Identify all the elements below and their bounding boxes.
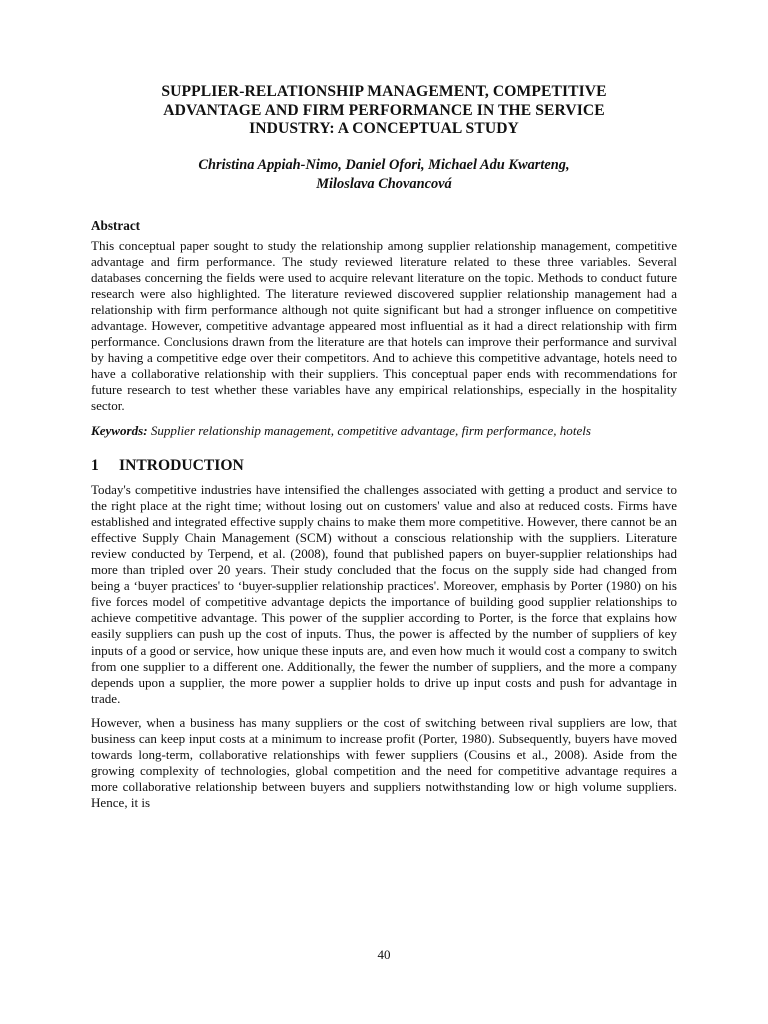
abstract-heading: Abstract [91,217,141,233]
title-line: ADVANTAGE AND FIRM PERFORMANCE IN THE SERVICE [163,101,605,119]
title-line: INDUSTRY: A CONCEPTUAL STUDY [249,120,519,137]
section-number: 1 [91,457,99,475]
section-heading [91,457,677,475]
page-content [91,83,677,811]
keywords [91,423,677,439]
intro-paragraph: However, when a business has many suppliers or the cost of switching between rival suppliers are low, that business can keep input costs at a minimum to increase profit (Porter, 1980). Subsequently, buyers have moved towards long-term, collaborative relationships with fewer suppliers (Cousins et al., 2008). Aside from the growing complexity of technologies, global competition and the need for competitive advantage requires a more collaborative relationship between buyers and suppliers notwithstanding low or high volume suppliers. Hence, it is [91,714,677,810]
author-line: Miloslava Chovancová [316,175,452,192]
paper-title [91,83,677,139]
page-number: 40 [377,947,391,962]
author-line: Christina Appiah-Nimo, Daniel Ofori, Michael Adu Kwarteng, [198,156,570,173]
keywords-label: Keywords: [91,423,148,439]
intro-paragraph: Today's competitive industries have intensified the challenges associated with getting a product and service to the right place at the right time; without losing out on customers' value and also at reduced costs. Firms have established and integrated effective supply chains to make them more competitive. However, there cannot be an effective Supply Chain Management (SCM) without a conscious relationship with the suppliers. Literature review conducted by Terpend, et al. (2008), found that published papers on buyer-supplier relationships had more than tripled over 20 years. Their study concluded that the focus on the supply side had changed from being a ‘buyer practices' to ‘buyer-supplier relationship practices'. Moreover, emphasis by Porter (1980) on his five forces model of competitive advantage depicts the importance of building good supplier relationships to achieve competitive advantage. This power of the supplier according to Porter, is the force that explains how easily suppliers can push up the cost of inputs. Thus, the power is affected by the number of suppliers of key inputs of a good or service, how unique these inputs are, and even how much it would cost a company to switch from one supplier to a different one. Additionally, the fewer the number of suppliers, and the more a company depends upon a supplier, the more power a supplier holds to drive up input costs and push for advantage in trade. [91,482,677,706]
abstract-text: This conceptual paper sought to study the relationship among supplier relationship management, competitive advantage and firm performance. The study reviewed literature related to these three variables. Several databases concerning the fields were used to acquire relevant literature on the topic. Methods to conduct future research were also highlighted. The literature reviewed discovered supplier relationship management had a relationship with firm performance although not quite significant but had a stronger influence on competitive advantage. However, competitive advantage appeared most influential as it had a direct relationship with firm performance. Conclusions drawn from the literature are that hotels can improve their performance and survival by having a competitive edge over their competitors. And to achieve this competitive advantage, hotels need to have a collaborative relationship with their suppliers. This conceptual paper ends with recommendations for future research to test whether these variables have any empirical relationships, especially in the hospitality sector. [91,237,677,413]
section-title: INTRODUCTION [119,457,244,475]
title-line: SUPPLIER-RELATIONSHIP MANAGEMENT, COMPETITIVE [161,83,607,100]
keywords-text: Supplier relationship management, competitive advantage, firm performance, hotels [150,423,591,439]
author-list [91,156,677,194]
